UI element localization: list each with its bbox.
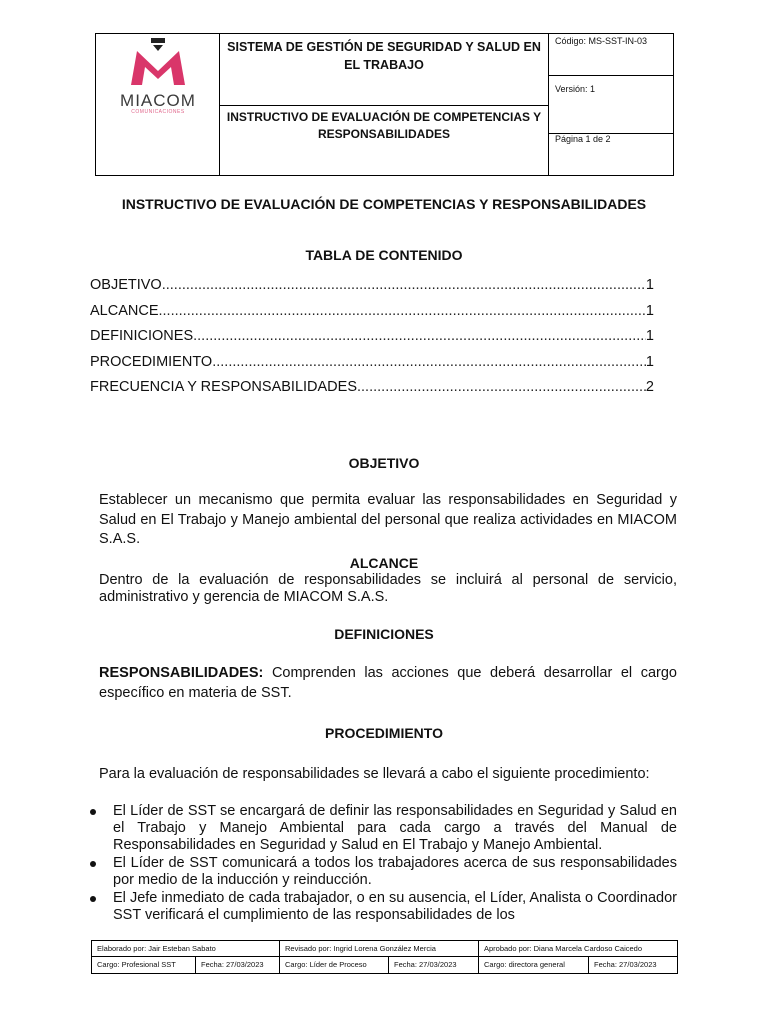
- header-titles: [220, 34, 549, 175]
- list-item-text: El Jefe inmediato de cada trabajador, o en su ausencia, el Líder, Analista o Coordinador SST verificará el cumplimiento de las responsabilidades de los: [113, 890, 677, 923]
- aprobado-por: Aprobado por: Diana Marcela Cardoso Caicedo: [484, 944, 643, 953]
- document-header: [95, 33, 674, 176]
- list-item: [90, 855, 677, 889]
- doc-page: Página 1 de 2: [555, 134, 611, 144]
- list-item-text: El Líder de SST comunicará a todos los trabajadores acerca de sus responsabilidades por medio de la inducción y reinducción.: [113, 855, 677, 888]
- toc-entry[interactable]: [90, 301, 654, 327]
- toc-page: 1: [645, 353, 654, 370]
- toc-label: FRECUENCIA Y RESPONSABILIDADES: [90, 379, 357, 395]
- list-item: [90, 803, 677, 854]
- footer-row-names: [92, 941, 677, 957]
- fecha-aprobado: Fecha: 27/03/2023: [594, 960, 657, 969]
- toc-dots: [159, 301, 646, 321]
- toc-title: TABLA DE CONTENIDO: [305, 247, 463, 263]
- objetivo-text: Establecer un mecanismo que permita evaluar las responsabilidades en Seguridad y Salud en El Trabajo y Manejo ambiental del personal que realiza actividades en MIACOM S.A.S.: [99, 492, 677, 547]
- procedimiento-intro: Para la evaluación de responsabilidades se llevará a cabo el siguiente procedimiento:: [99, 766, 650, 782]
- system-title: SISTEMA DE GESTIÓN DE SEGURIDAD Y SALUD EN EL TRABAJO: [220, 34, 548, 106]
- doc-code: Código: MS-SST-IN-03: [549, 34, 674, 76]
- approval-footer: [91, 940, 678, 974]
- objetivo-heading: OBJETIVO: [348, 455, 420, 471]
- fecha-revisado: Fecha: 27/03/2023: [389, 957, 479, 973]
- cargo-revisado: Cargo: Líder de Proceso: [280, 957, 389, 973]
- definition-body: Comprenden las acciones que deberá desarrollar el cargo específico en materia de SST.: [99, 665, 677, 701]
- list-item: [90, 890, 677, 924]
- toc-label: ALCANCE: [90, 302, 159, 319]
- toc-dots: [193, 326, 646, 346]
- doc-version: Versión: 1: [549, 76, 674, 134]
- toc-page: 1: [645, 277, 654, 293]
- procedimiento-heading: PROCEDIMIENTO: [325, 725, 443, 741]
- cargo-aprobado: Cargo: directora general: [479, 957, 589, 973]
- definiciones-heading: DEFINICIONES: [334, 626, 434, 642]
- footer-row-roles: [92, 957, 677, 973]
- toc-dots: [357, 377, 646, 397]
- alcance-text: Dentro de la evaluación de responsabilidades se incluirá al personal de servicio, administrativo y gerencia de MIACOM S.A.S.: [99, 572, 677, 605]
- toc-dots: [162, 275, 646, 295]
- alcance-heading: ALCANCE: [349, 555, 419, 571]
- toc-label: OBJETIVO: [90, 277, 162, 293]
- cargo-elaborado: Cargo: Profesional SST: [92, 957, 196, 973]
- definition-term: RESPONSABILIDADES:: [99, 665, 264, 681]
- list-item-text: El Líder de SST se encargará de definir las responsabilidades en Seguridad y Salud en el Trabajo y Manejo Ambiental para cada cargo a través del Manual de Responsabilidades en Seguridad y Salud en El Trabajo y Manejo Ambiental.: [113, 803, 677, 853]
- revisado-por: Revisado por: Ingrid Lorena González Mercia: [280, 941, 479, 957]
- toc-entry[interactable]: [90, 377, 654, 403]
- logo-cell: [96, 34, 220, 175]
- toc-page: 1: [645, 302, 654, 319]
- fecha-elaborado: Fecha: 27/03/2023: [196, 957, 280, 973]
- toc-page: 2: [645, 379, 654, 395]
- logo-tagline: COMUNICACIONES: [131, 109, 185, 115]
- toc-page: 1: [645, 328, 654, 344]
- header-doc-title: INSTRUCTIVO DE EVALUACIÓN DE COMPETENCIAS Y RESPONSABILIDADES: [226, 110, 542, 141]
- toc-label: PROCEDIMIENTO: [90, 353, 213, 370]
- toc-entry[interactable]: [90, 352, 654, 378]
- table-of-contents: [90, 275, 654, 403]
- header-meta: [549, 34, 674, 175]
- toc-label: DEFINICIONES: [90, 328, 194, 344]
- bullet-icon: [90, 809, 96, 815]
- logo-brand: MIACOM: [120, 91, 196, 110]
- miacom-logo-icon: [129, 37, 187, 89]
- procedure-list: [90, 803, 677, 925]
- definiciones-text: [99, 664, 677, 703]
- toc-entry[interactable]: [90, 326, 654, 352]
- toc-entry[interactable]: [90, 275, 654, 301]
- elaborado-por: Elaborado por: Jair Esteban Sabato: [92, 941, 280, 957]
- toc-dots: [212, 352, 646, 372]
- bullet-icon: [90, 896, 96, 902]
- bullet-icon: [90, 861, 96, 867]
- main-title: INSTRUCTIVO DE EVALUACIÓN DE COMPETENCIAS Y RESPONSABILIDADES: [121, 196, 647, 212]
